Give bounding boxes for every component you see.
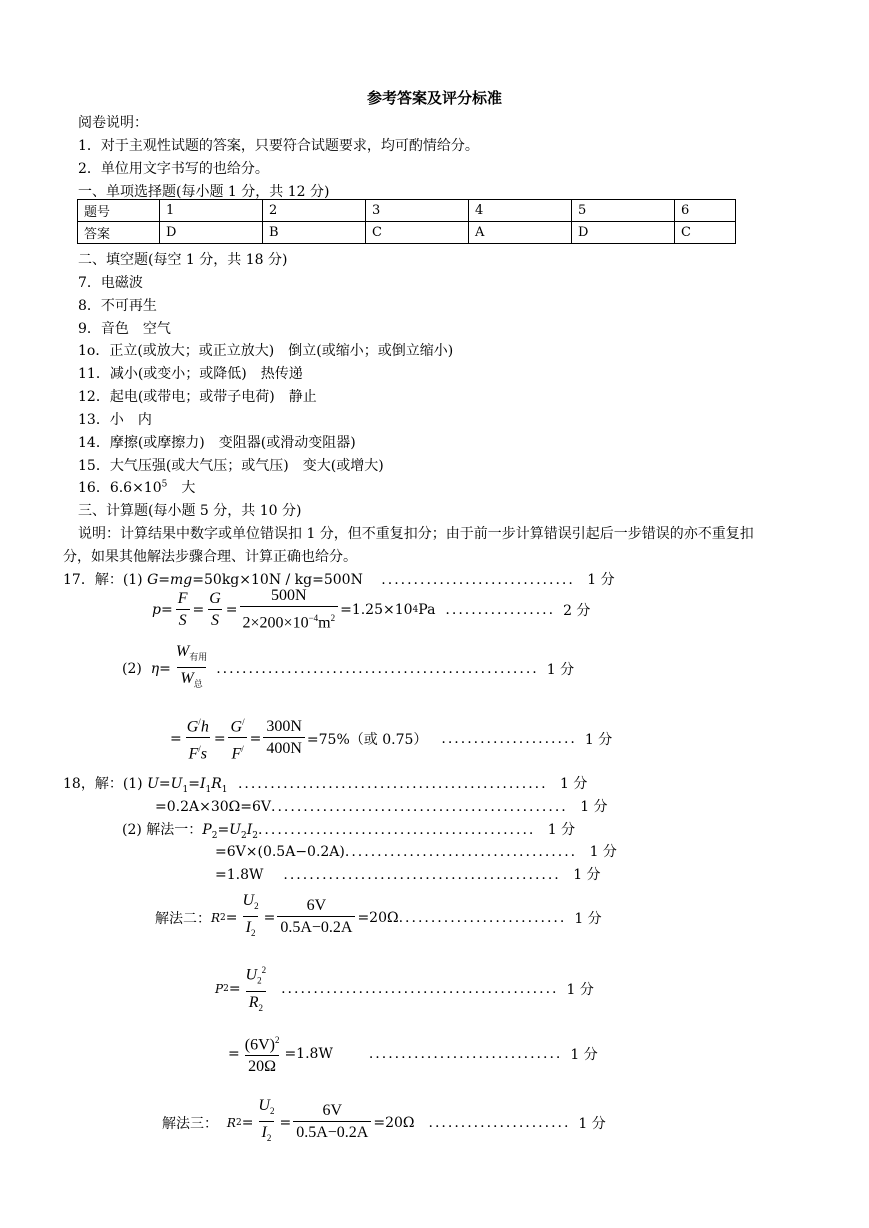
q17-efficiency-calc: = $\frac{G^/h}{F^/s}$ = $\frac{G^/}{F^/}$ = $\frac{300N}{400N}$ =75%（或 0.75） ..................... 1 分 [170,712,612,766]
q17-pressure-equation: p = $\frac{F}{S}$ = $\frac{G}{S}$ = $\frac{500N}{2\times 200\times 10^{-4}m^2}$ =1.25×10 4 Pa ................. 2 分 [152,586,590,634]
q18-method2-power-calc: = $\frac{(6V)^2}{20\Omega}$ =1.8W .............................. 1 分 [228,1030,598,1078]
table-cell: 题号 [78,200,160,222]
table-cell: 1 [160,200,263,222]
q17-line1: 17．解：(1) G=mg=50kg×10N / kg=500N .............................. 1 分 [63,572,615,588]
table-cell: 答案 [78,222,160,244]
q18-method1-line3: =1.8W ........................................... 1 分 [215,867,601,883]
answer-13: 13．小 内 [78,412,152,428]
table-cell: 5 [572,200,675,222]
table-cell: 2 [263,200,366,222]
table-row [78,222,736,244]
grading-note-1: 1．对于主观性试题的答案，只要符合试题要求，均可酌情给分。 [78,138,479,154]
table-cell: D [160,222,263,244]
q17-efficiency-formula: (2) η = $\frac{W_{有用}}{W_总}$ .................................................. 1 分 [122,642,574,695]
answer-10: 1o．正立(或放大；或正立放大) 倒立(或缩小；或倒立缩小) [78,343,454,359]
table-cell: A [469,222,572,244]
q18-method1-line2: =6V×(0.5A−0.2A).................................... 1 分 [215,844,617,860]
answer-15: 15．大气压强(或大气压；或气压) 变大(或增大) [78,458,384,474]
grading-notes-header: 阅卷说明： [78,115,148,131]
q18-method2-resistance: 解法二： R 2 = $\frac{U_2}{I_2}$ = $\frac{6V}{0.5A-0.2A}$ =20Ω .......................... 1 分 [155,891,602,944]
answer-9: 9．音色 空气 [78,321,171,337]
section3-note-line2: 分，如果其他解法步骤合理、计算正确也给分。 [63,549,357,565]
answer-16: 16．$6.6\times 10^5$ 大 [78,479,196,496]
section3-heading: 三、计算题(每小题 5 分，共 10 分) [78,503,302,519]
table-cell: B [263,222,366,244]
table-cell: C [366,222,469,244]
answer-8: 8．不可再生 [78,298,157,314]
q18-method3-resistance: 解法三： R 2 = $\frac{U_2}{I_2}$ = $\frac{6V}{0.5A-0.2A}$ =20Ω ...................... 1 分 [162,1096,606,1149]
q18-method1-line1: (2) 解法一：$P_2=U_2I_2$........................................... 1 分 [122,822,576,841]
table-cell: 6 [675,200,736,222]
answer-7: 7．电磁波 [78,275,143,291]
q18-line2: =0.2A×30Ω=6V.............................................. 1 分 [155,799,608,815]
table-cell: 4 [469,200,572,222]
section3-note-line1: 说明：计算结果中数字或单位错误扣 1 分，但不重复扣分；由于前一步计算错误引起后一步错误的亦不重复扣 [78,526,754,542]
q18-method2-power-formula: P 2 = $\frac{U_2^2}{R_2}$ ........................................... 1 分 [215,960,594,1019]
answer-12: 12．起电(或带电；或带子电荷) 静止 [78,389,317,405]
table-cell: D [572,222,675,244]
table-row [78,200,736,222]
q18-line1: 18，解：(1) $U=U_1=I_1R_1$ ................................................ 1 分 [63,776,588,795]
section2-heading: 二、填空题(每空 1 分，共 18 分) [78,252,288,268]
answer-table [77,199,736,244]
grading-note-2: 2．单位用文字书写的也给分。 [78,161,269,177]
table-cell: C [675,222,736,244]
answer-11: 11．减小(或变小；或降低) 热传递 [78,366,303,382]
answer-14: 14．摩擦(或摩擦力) 变阻器(或滑动变阻器) [78,435,356,451]
section1-heading: 一、单项选择题(每小题 1 分，共 12 分) [78,184,330,200]
table-cell: 3 [366,200,469,222]
page-title: 参考答案及评分标准 [366,89,502,107]
